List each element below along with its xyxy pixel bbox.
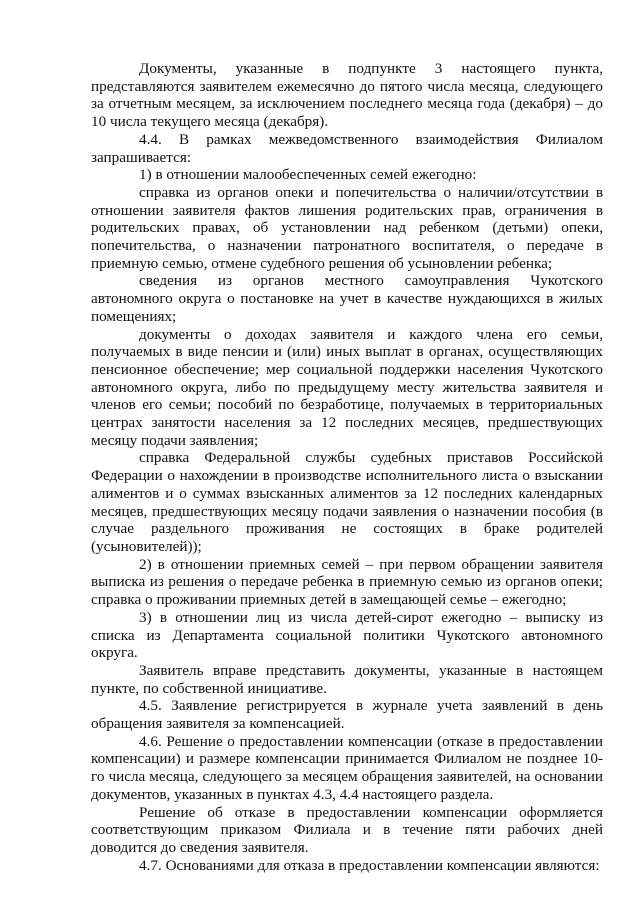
paragraph-orphans: 3) в отношении лиц из числа детей-сирот ежегодно – выписку из списка из Департамента социальной политики Чукотского автономного округа. (91, 608, 603, 662)
paragraph-low-income-families: 1) в отношении малообеспеченных семей ежегодно: (139, 166, 477, 184)
paragraph-foster-families: 2) в отношении приемных семей – при первом обращении заявителя выписка из решения о передаче ребенка в приемную семью из органов опеки; справка о проживании приемных детей в замещающей семье – ежегодно; (91, 555, 603, 609)
paragraph-4-4: 4.4. В рамках межведомственного взаимодействия Филиалом запрашивается: (91, 130, 603, 166)
paragraph-4-5: 4.5. Заявление регистрируется в журнале учета заявлений в день обращения заявителя за компенсацией. (91, 697, 603, 733)
paragraph-4-6: 4.6. Решение о предоставлении компенсации (отказе в предоставлении компенсации) и размере компенсации принимается Филиалом не позднее 10-го числа месяца, следующего за месяцем обращения заявителей, на основании документов, указанных в пунктах 4.3, 4.4 настоящего раздела. (91, 732, 603, 803)
paragraph-own-initiative: Заявитель вправе представить документы, указанные в настоящем пункте, по собственной инициативе. (91, 661, 603, 697)
paragraph-guardianship-certificate: справка из органов опеки и попечительства о наличии/отсутствии в отношении заявителя фактов лишения родительских прав, ограничения в родительских правах, об установлении над ребенком (детьми) опеки, попечительства, о назначении патронатного воспитателя, о передаче в приемную семью, отмене судебного решения об усыновлении ребенка; (91, 183, 603, 272)
paragraph-refusal-decision: Решение об отказе в предоставлении компенсации оформляется соответствующим приказом Филиала и в течение пяти рабочих дней доводится до сведения заявителя. (91, 803, 603, 856)
paragraph-4-7: 4.7. Основаниями для отказа в предоставлении компенсации являются: (139, 856, 600, 874)
paragraph-housing-registration: сведения из органов местного самоуправления Чукотского автономного округа о постановке на учет в качестве нуждающихся в жилых помещениях; (91, 272, 603, 325)
document-page (91, 60, 603, 874)
paragraph-documents-submission: Документы, указанные в подпункте 3 настоящего пункта, представляются заявителем ежемесячно до пятого числа месяца, следующего за отчетным месяцем, за исключением последнего месяца года (декабря) – до 10 числа текущего месяца (декабря). (91, 60, 603, 131)
paragraph-bailiff-certificate: справка Федеральной службы судебных приставов Российской Федерации о нахождении в производстве исполнительного листа о взыскании алиментов и о суммах взысканных алиментов за 12 последних календарных месяцев, предшествующих месяцу подачи заявления о назначении пособия (в случае раздельного проживания не состоящих в браке родителей (усыновителей)); (91, 449, 603, 555)
paragraph-income-documents: документы о доходах заявителя и каждого члена его семьи, получаемых в виде пенсии и (или) иных выплат в органах, осуществляющих пенсионное обеспечение; мер социальной поддержки населения Чукотского автономного округа, либо по предыдущему месту жительства заявителя и членов его семьи; пособий по безработице, получаемых в территориальных центрах занятости населения за 12 последних месяцев, предшествующих месяцу подачи заявления; (91, 325, 603, 449)
